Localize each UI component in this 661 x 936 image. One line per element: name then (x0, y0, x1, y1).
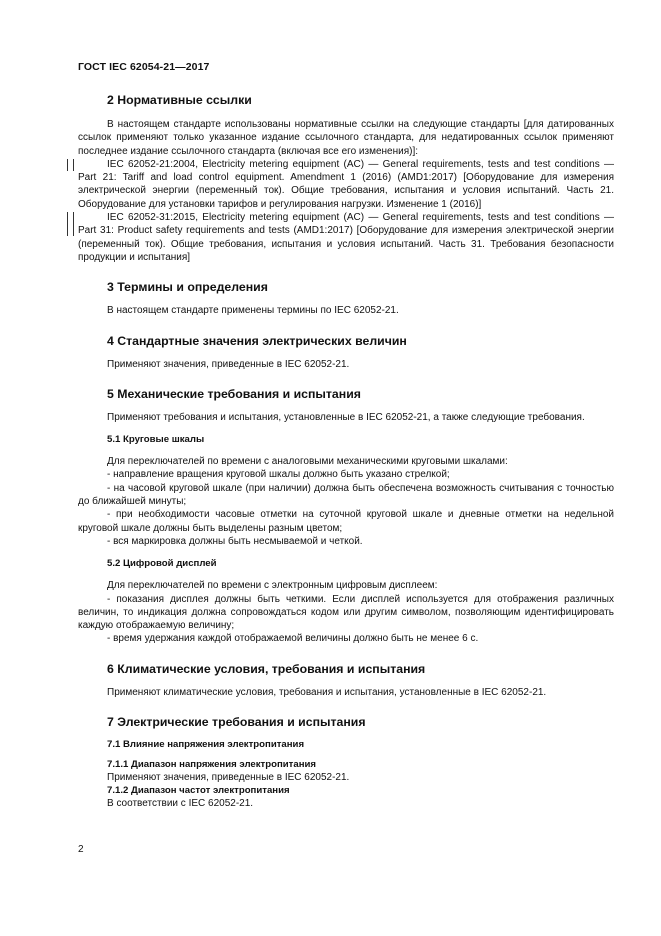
reference-2-block (78, 211, 614, 264)
subsection-7-1-1-text: Применяют значения, приведенные в IEC 62052-21. (107, 772, 350, 784)
section-6-heading: 6 Климатические условия, требования и испытания (107, 661, 426, 676)
section-4-heading: 4 Стандартные значения электрических величин (107, 333, 407, 348)
subsection-7-1-1-heading: 7.1.1 Диапазон напряжения электропитания (107, 759, 316, 771)
reference-2: IEC 62052-31:2015, Electricity metering equipment (AC) — General requirements, tests and test conditions — Part 31: Product safety requirements and tests (AMD1:2017) [Оборудование для измерения электрической энергии (переменный ток). Общие требования, испытания и условия испытаний. Часть 31. Требования безопасности продукции и испытания] (78, 212, 614, 263)
list-item: - при необходимости часовые отметки на суточной круговой шкале и дневные отметки на недельной круговой шкале должны быть выделены разным цветом; (78, 509, 614, 534)
list-item: - время удержания каждой отображаемой величины должно быть не менее 6 с. (107, 633, 479, 645)
change-bar (67, 212, 74, 236)
list-item: - на часовой круговой шкале (при наличии) должна быть обеспечена возможность считывания с точностью до ближайшей минуты; (78, 482, 614, 508)
section-6-text: Применяют климатические условия, требования и испытания, установленные в IEC 62052-21. (107, 686, 547, 698)
subsection-5-2-heading: 5.2 Цифровой дисплей (107, 558, 217, 570)
subsection-7-1-2-heading: 7.1.2 Диапазон частот электропитания (107, 785, 290, 797)
section-5-heading: 5 Механические требования и испытания (107, 386, 361, 401)
section-2-intro: В настоящем стандарте использованы нормативные ссылки на следующие стандарты [для датированных ссылок применяют только указанное издание ссылочного стандарта, для недатированных ссылок применяют последнее издание ссылочного стандарта (включая все его изменения)]: (78, 119, 614, 157)
section-3-heading: 3 Термины и определения (107, 280, 268, 295)
list-item: - направление вращения круговой шкалы должно быть указано стрелкой; (107, 469, 450, 481)
subsection-7-1-heading: 7.1 Влияние напряжения электропитания (107, 739, 305, 751)
section-7-heading: 7 Электрические требования и испытания (107, 715, 366, 730)
subsection-5-2-intro: Для переключателей по времени с электронным цифровым дисплеем: (107, 580, 438, 592)
section-5-text: Применяют требования и испытания, установленные в IEC 62052-21, а также следующие требования. (107, 411, 585, 423)
subsection-5-1-intro: Для переключателей по времени с аналоговыми механическими круговыми шкалами: (107, 456, 508, 468)
page-number: 2 (78, 844, 84, 855)
subsection-5-1-heading: 5.1 Круговые шкалы (107, 434, 205, 446)
document-header: ГОСТ IEC 62054-21—2017 (78, 61, 210, 73)
subsection-7-1-2-text: В соответствии с IEC 62052-21. (107, 798, 254, 810)
section-4-text: Применяют значения, приведенные в IEC 62052-21. (107, 358, 350, 370)
change-bar (67, 159, 74, 171)
list-item: - вся маркировка должны быть несмываемой и четкой. (107, 535, 363, 547)
list-item: - показания дисплея должны быть четкими. Если дисплей используется для отображения различных величин, то индикация должна сопровождаться кодом или другим символом, позволяющим идентифицировать каждую отображаемую величину; (78, 593, 614, 632)
reference-1: IEC 62052-21:2004, Electricity metering equipment (AC) — General requirements, tests and test conditions — Part 21: Tariff and load control equipment. Amendment 1 (2016) (AMD1:2017) [Оборудование для измерения электрической энергии (переменный ток). Общие требования, испытания и условия испытаний. Часть 21. Оборудование для установки тарифов и регулирования нагрузки. Изменение 1 (2016)] (78, 158, 614, 210)
section-3-text: В настоящем стандарте применены термины по IEC 62052-21. (107, 305, 399, 317)
reference-1-block (78, 158, 614, 211)
section-2-heading: 2 Нормативные ссылки (107, 93, 252, 107)
document-body (78, 90, 614, 811)
